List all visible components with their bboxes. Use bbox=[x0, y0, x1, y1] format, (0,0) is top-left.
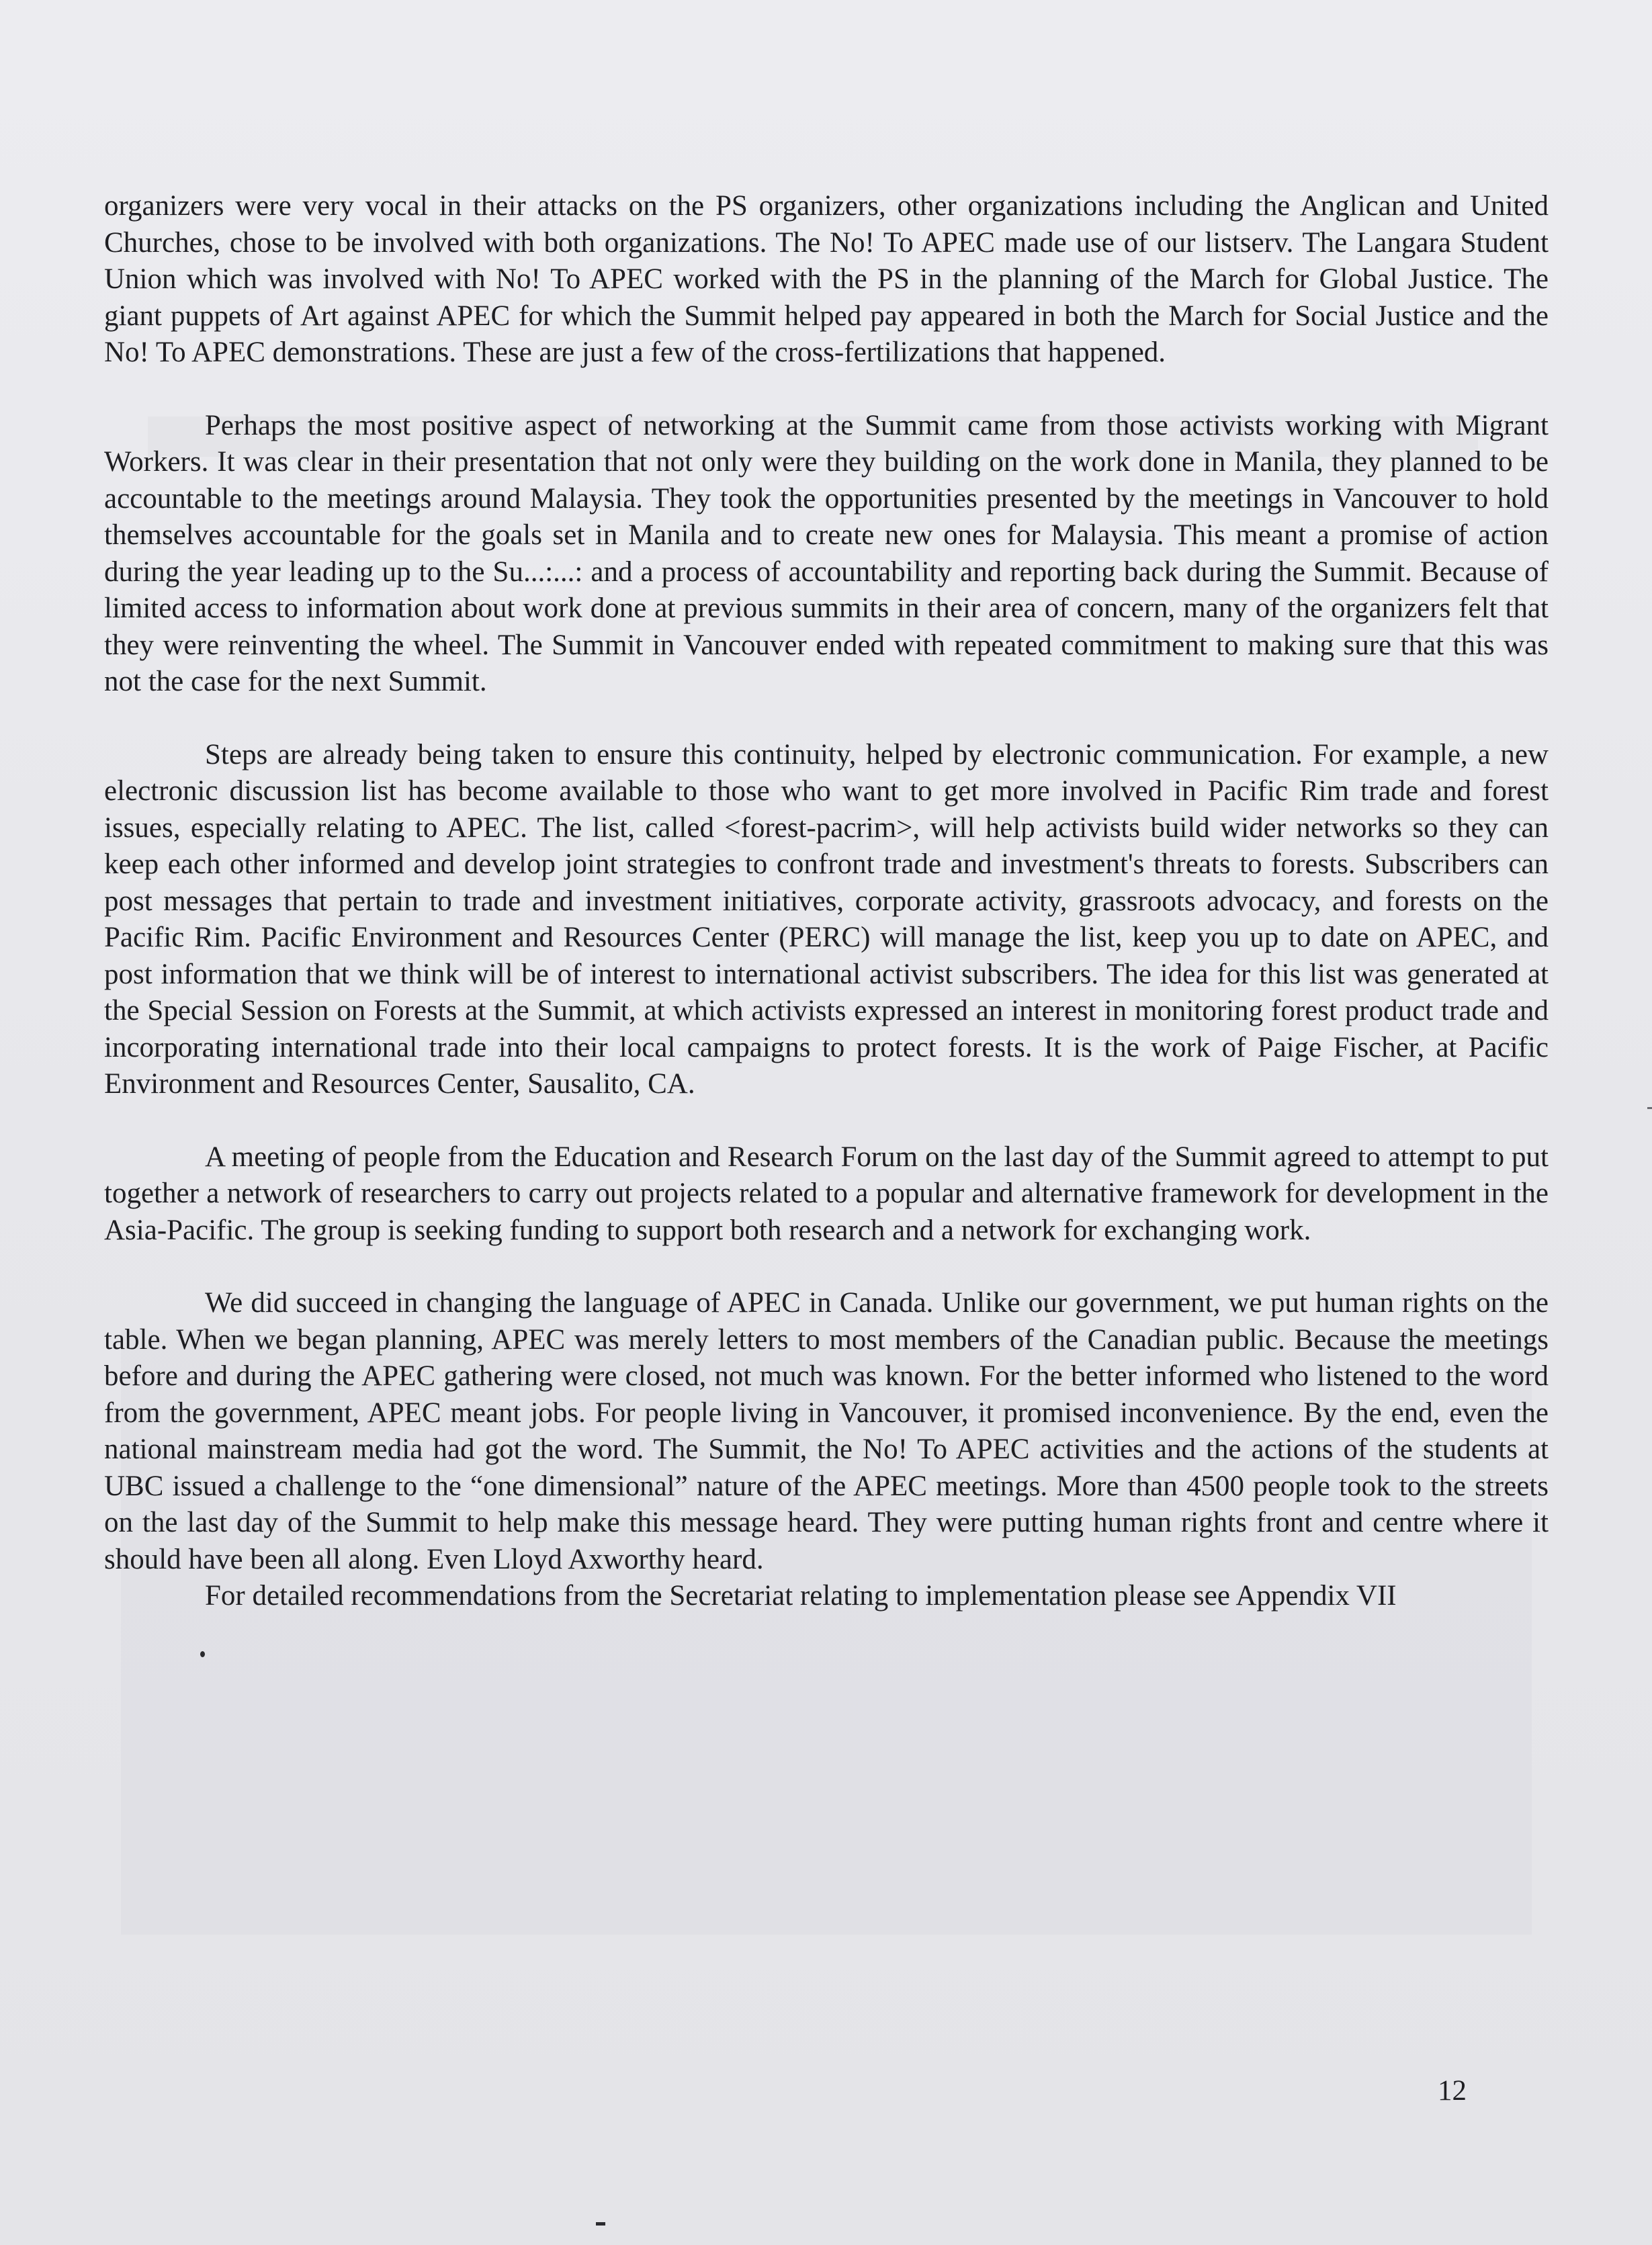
page-number: 12 bbox=[1438, 2075, 1467, 2107]
paragraph-continuation: organizers were very vocal in their attacks on the PS organizers, other organizations including the Anglican and United Churches, chose to be involved with both organizations. The No! To APEC made use of our listserv. The Langara Student Union which was involved with No! To APEC worked with the PS in the planning of the March for Global Justice. The giant puppets of Art against APEC for which the Summit helped pay appeared in both the March for Social Justice and the No! To APEC demonstrations. These are just a few of the cross-fertilizations that happened. bbox=[104, 190, 1549, 368]
paragraph-continuity: Steps are already being taken to ensure this continuity, helped by electronic communication. For example, a new electronic discussion list has become available to those who want to get more involved in Pacific Rim trade and forest issues, especially relating to APEC. The list, called <forest-pacrim>, will help activists build wider networks so they can keep each other informed and develop joint strategies to confront trade and investment's threats to forests. Subscribers can post messages that pertain to trade and investment initiatives, corporate activity, grassroots advocacy, and forests on the Pacific Rim. Pacific Environment and Resources Center (PERC) will manage the list, keep you up to date on APEC, and post information that we think will be of interest to international activist subscribers. The idea for this list was generated at the Special Session on Forests at the Summit, at which activists expressed an interest in monitoring forest product trade and incorporating international trade into their local campaigns to protect forests. It is the work of Paige Fischer, at Pacific Environment and Resources Center, Sausalito, CA. bbox=[104, 738, 1549, 1100]
body-text bbox=[104, 188, 1549, 1615]
paragraph-networking: Perhaps the most positive aspect of networking at the Summit came from those activists working with Migrant Workers. It was clear in their presentation that not only were they building on the work done in Manila, they planned to be accountable to the meetings around Malaysia. They took the opportunities presented by the meetings in Vancouver to hold themselves accountable for the goals set in Manila and to create new ones for Malaysia. This meant a promise of action during the year leading up to the Su...:...: and a process of accountability and reporting back during the Summit. Because of limited access to information about work done at previous summits in their area of concern, many of the organizers felt that they were reinventing the wheel. The Summit in Vancouver ended with repeated commitment to making sure that this was not the case for the next Summit. bbox=[104, 409, 1549, 697]
paragraph-recommendations: For detailed recommendations from the Secretariat relating to implementation please see Appendix VII bbox=[205, 1580, 1397, 1612]
scan-edge-mark bbox=[1647, 1107, 1652, 1109]
scan-speck bbox=[200, 1651, 205, 1657]
scan-speck bbox=[596, 2222, 605, 2226]
paragraph-research-network: A meeting of people from the Education and Research Forum on the last day of the Summit agreed to attempt to put together a network of researchers to carry out projects related to a popular and alternative framework for development in the Asia-Pacific. The group is seeking funding to support both research and a network for exchanging work. bbox=[104, 1141, 1549, 1246]
paragraph-apec-language: We did succeed in changing the language of APEC in Canada. Unlike our government, we put human rights on the table. When we began planning, APEC was merely letters to most members of the Canadian public. Because the meetings before and during the APEC gathering were closed, not much was known. For the better informed who listened to the word from the government, APEC meant jobs. For people living in Vancouver, it promised inconvenience. By the end, even the national mainstream media had got the word. The Summit, the No! To APEC activities and the actions of the students at UBC issued a challenge to the “one dimensional” nature of the APEC meetings. More than 4500 people took to the streets on the last day of the Summit to help make this message heard. They were putting human rights front and centre where it should have been all along. Even Lloyd Axworthy heard. bbox=[104, 1287, 1549, 1575]
